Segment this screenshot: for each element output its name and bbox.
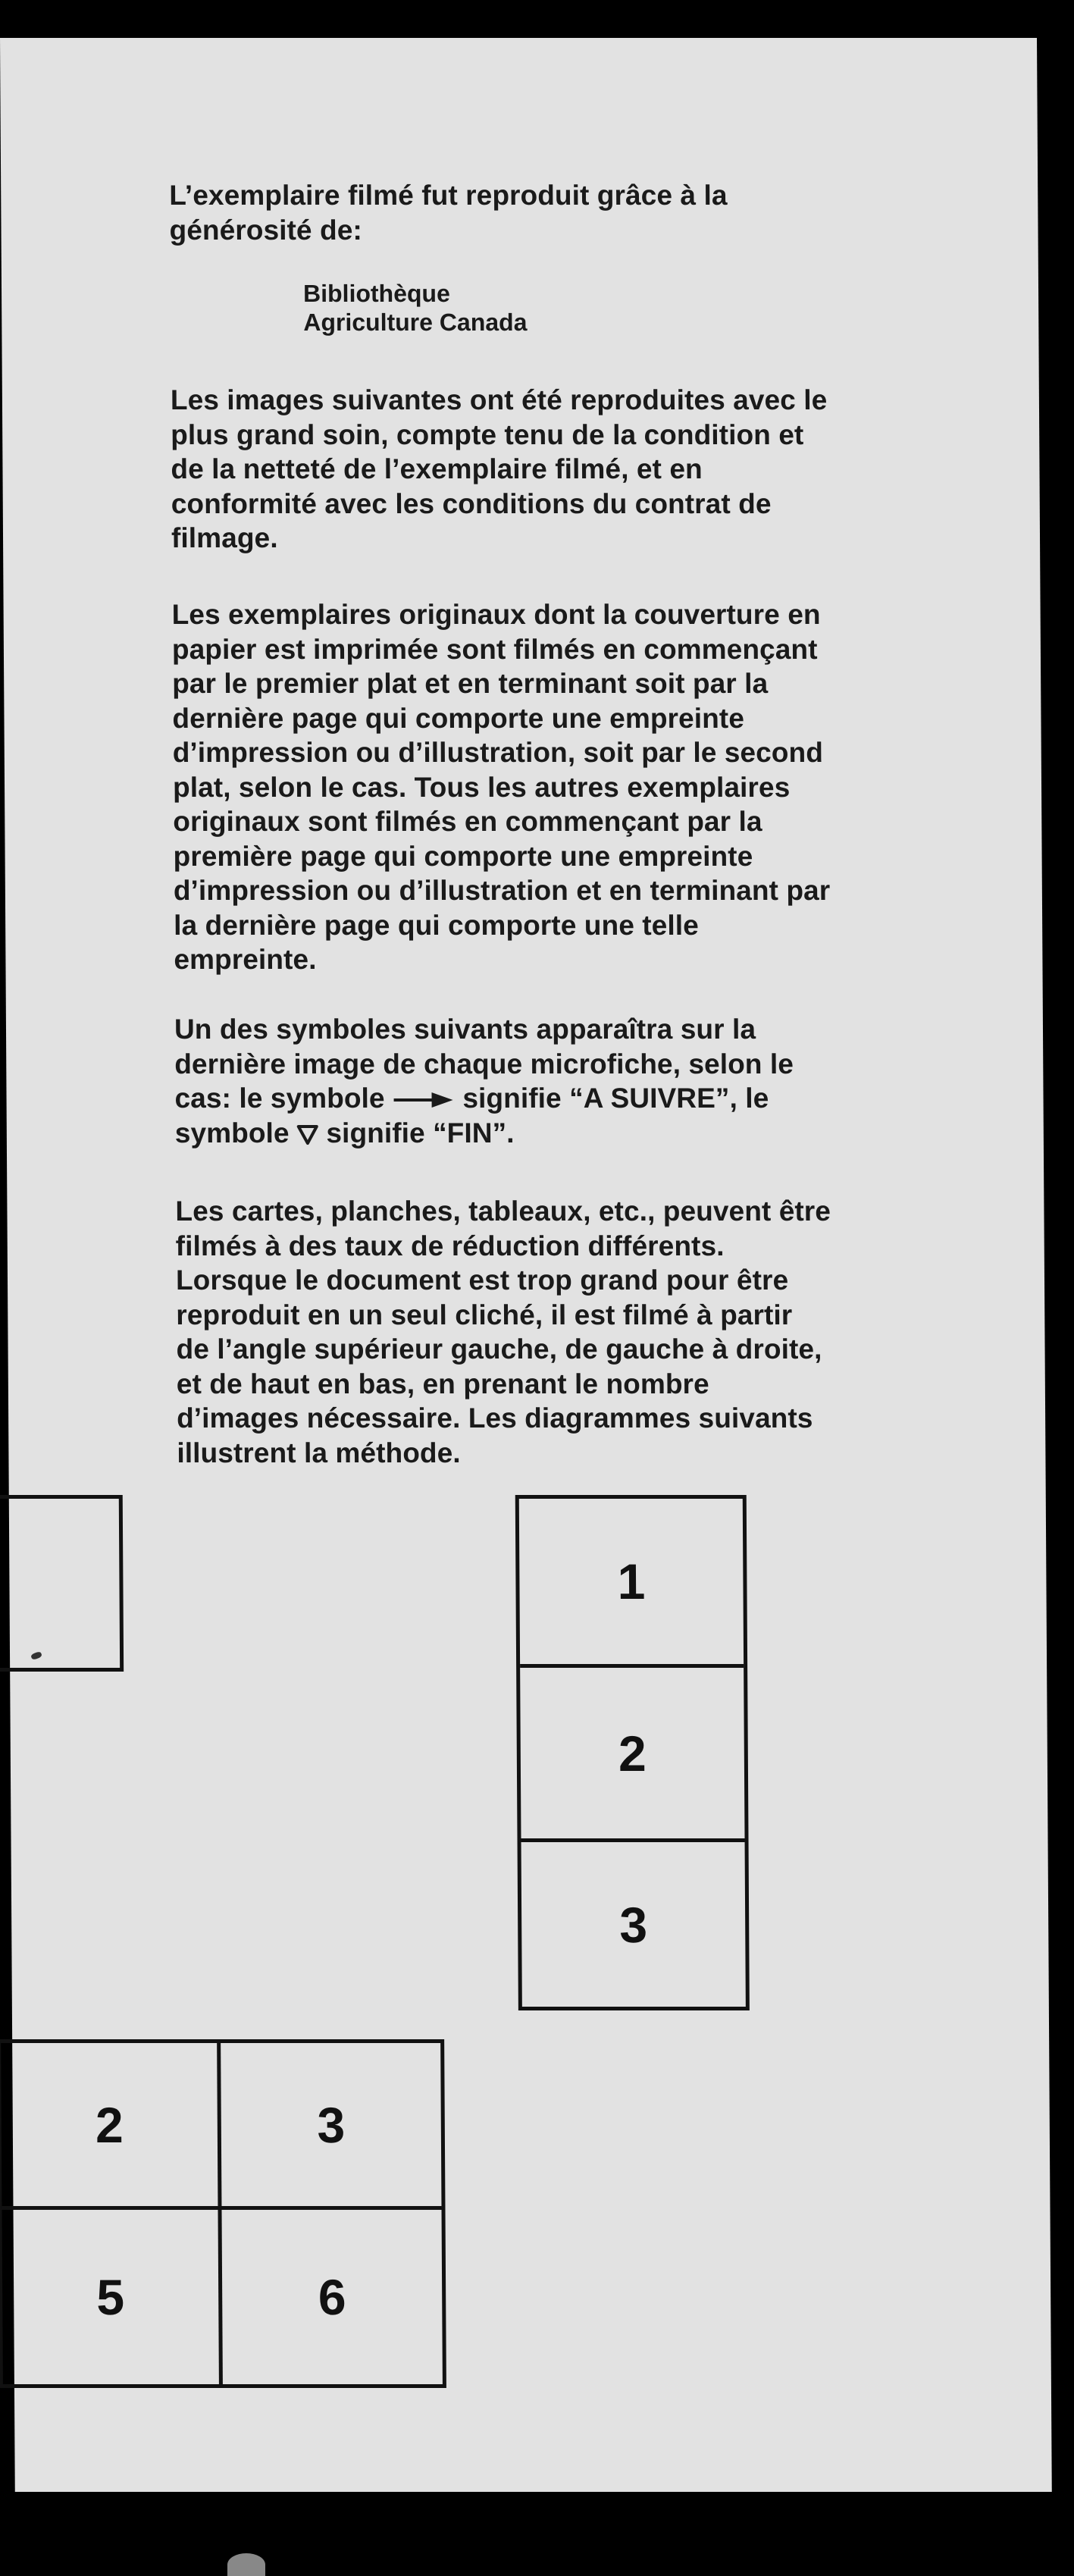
text-line: et de haut en bas, en prenant le nombre — [176, 1368, 709, 1399]
text-line: de la netteté de l’exemplaire filmé, et en — [171, 453, 703, 484]
text-line: Lorsque le document est trop grand pour être — [175, 1264, 789, 1296]
text-line: Les images suivantes ont été reproduites avec le — [170, 384, 828, 415]
text-line: reproduit en un seul cliché, il est filmé à partir — [176, 1299, 793, 1330]
symbols-paragraph — [174, 1012, 933, 1150]
text-line: d’impression ou d’illustration et en terminant par — [173, 875, 831, 906]
text-line: L’exemplaire filmé fut reproduit grâce à la — [169, 180, 728, 211]
text-line: Les exemplaires originaux dont la couverture en — [171, 599, 821, 630]
text-line-with-arrow — [174, 1081, 932, 1116]
text-line: d’images nécessaire. Les diagrammes suivants — [176, 1402, 813, 1434]
text-fragment: signifie “A SUIVRE”, le — [462, 1083, 769, 1114]
text-line: d’impression ou d’illustration, soit par le second — [172, 737, 824, 768]
diagram-cell — [0, 1499, 21, 1668]
partial-row-diagram — [0, 1495, 124, 1672]
text-line: papier est imprimée sont filmés en commençant — [171, 633, 818, 665]
text-fragment: cas: le symbole — [174, 1083, 385, 1114]
notice-sheet — [0, 38, 1052, 2492]
text-line: illustrent la méthode. — [177, 1437, 461, 1468]
vertical-diagram — [515, 1495, 750, 2010]
diagram-cell: 3 — [221, 2043, 441, 2210]
text-line: filmage. — [171, 522, 278, 553]
text-line: originaux sont filmés en commençant par la — [173, 806, 762, 837]
film-edge-mark — [227, 2553, 265, 2576]
text-line: par le premier plat et en terminant soit par la — [172, 668, 769, 699]
text-fragment: signifie “FIN”. — [326, 1117, 515, 1149]
text-line: Un des symboles suivants apparaîtra sur la — [174, 1014, 756, 1045]
text-line: de l’angle supérieur gauche, de gauche à droite, — [176, 1333, 822, 1365]
diagram-cell: 6 — [318, 2269, 346, 2325]
library-line: Agriculture Canada — [303, 309, 528, 336]
text-line: filmés à des taux de réduction différents. — [175, 1230, 725, 1261]
text-line-with-triangle — [175, 1116, 933, 1151]
grid-diagram — [0, 2039, 446, 2388]
text-line: plat, selon le cas. Tous les autres exemplaires — [172, 771, 791, 803]
diagram-cell: 2 — [1, 2043, 221, 2210]
text-line: dernière page qui comporte une empreinte — [172, 702, 745, 734]
text-line: dernière image de chaque microfiche, selon le — [174, 1048, 794, 1080]
text-fragment: symbole — [174, 1117, 290, 1149]
images-paragraph — [171, 383, 929, 556]
text-line: plus grand soin, compte tenu de la condition et — [171, 418, 804, 450]
text-line: empreinte. — [174, 944, 317, 975]
down-triangle-icon — [297, 1125, 318, 1145]
library-name — [303, 279, 528, 337]
diagram-cell: 3 — [619, 1896, 648, 1953]
text-line: générosité de: — [169, 214, 362, 246]
maps-paragraph — [175, 1194, 935, 1470]
text-line: la dernière page qui comporte une telle — [174, 909, 699, 941]
originals-paragraph — [172, 597, 932, 977]
diagram-cell: 5 — [2, 2210, 223, 2384]
diagram-cell: 2 — [520, 1668, 744, 1842]
text-line: Les cartes, planches, tableaux, etc., peuvent être — [175, 1196, 831, 1227]
text-line: conformité avec les conditions du contrat de — [171, 487, 772, 519]
diagram-cell: 1 — [519, 1499, 744, 1668]
intro-paragraph — [169, 178, 928, 247]
text-line: première page qui comporte une empreinte — [173, 840, 753, 872]
library-line: Bibliothèque — [302, 280, 450, 307]
right-arrow-icon — [393, 1092, 455, 1108]
